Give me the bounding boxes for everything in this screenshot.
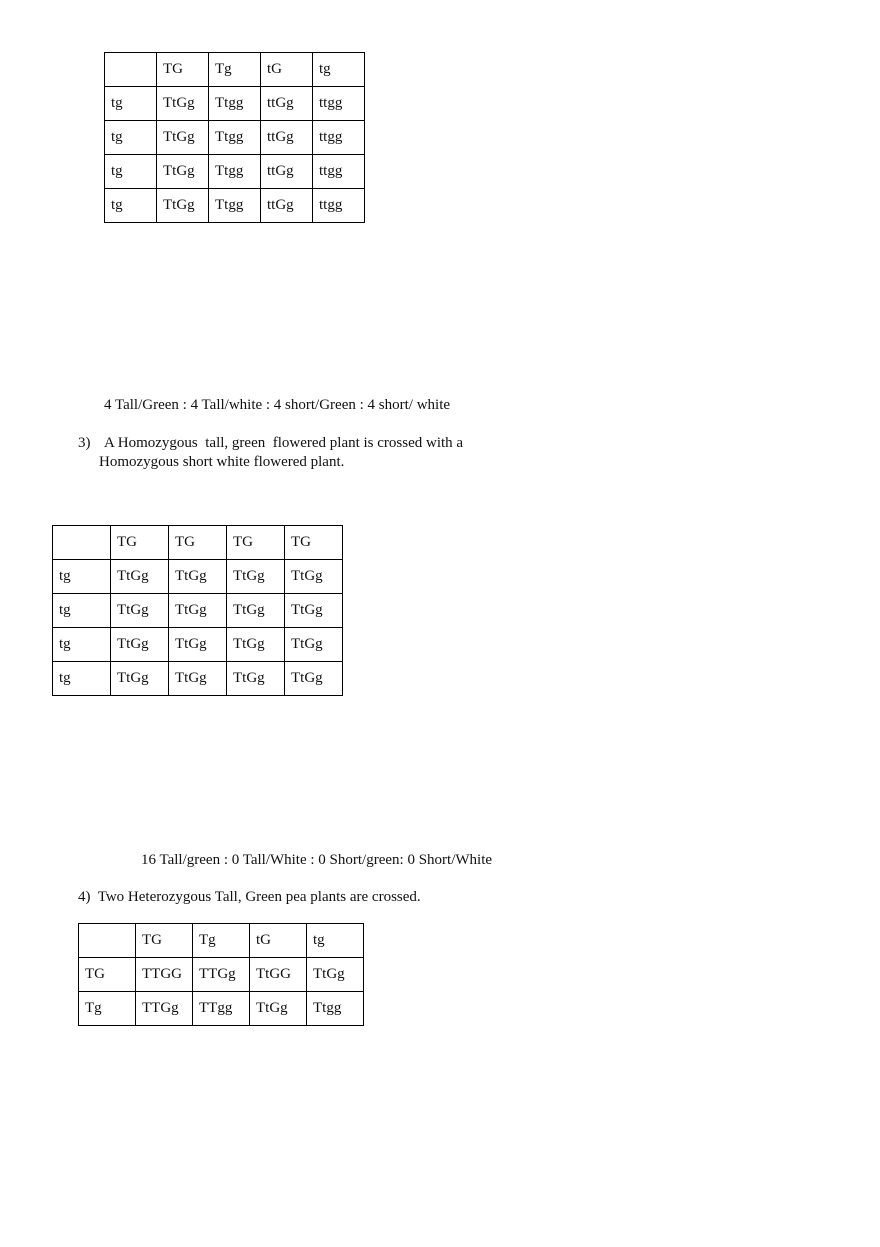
grid-header-row — [105, 53, 365, 87]
genotype-cell: TTGG — [136, 958, 193, 992]
genotype-cell: TtGg — [227, 594, 285, 628]
genotype-cell: ttGg — [261, 87, 313, 121]
grid-header-row — [53, 526, 343, 560]
gamete-row-label: tg — [53, 594, 111, 628]
gamete-header-cell: TG — [285, 526, 343, 560]
grid-row — [53, 560, 343, 594]
gamete-header-cell: TG — [136, 924, 193, 958]
genotype-cell: Ttgg — [209, 189, 261, 223]
corner-cell — [105, 53, 157, 87]
gamete-header-cell: tG — [261, 53, 313, 87]
genotype-cell: TTGg — [136, 992, 193, 1026]
gamete-header-cell: TG — [227, 526, 285, 560]
genotype-cell: Ttgg — [209, 155, 261, 189]
genotype-cell: TtGg — [227, 662, 285, 696]
phenotype-ratio-2: 16 Tall/green : 0 Tall/White : 0 Short/green: 0 Short/White — [141, 852, 493, 868]
punnett-square-3 — [78, 923, 364, 1026]
genotype-cell: ttGg — [261, 121, 313, 155]
genotype-cell: TtGg — [157, 155, 209, 189]
gamete-header-cell: tg — [313, 53, 365, 87]
genotype-cell: TTgg — [193, 992, 250, 1026]
genotype-cell: TtGg — [285, 594, 343, 628]
genotype-cell: TtGg — [169, 628, 227, 662]
grid-row — [105, 155, 365, 189]
genotype-cell: ttgg — [313, 121, 365, 155]
grid-row — [105, 121, 365, 155]
question-4-text: 4) Two Heterozygous Tall, Green pea plants are crossed. — [78, 889, 421, 905]
genotype-cell: ttGg — [261, 155, 313, 189]
grid-row — [105, 189, 365, 223]
genotype-cell: ttGg — [261, 189, 313, 223]
gamete-row-label: Tg — [79, 992, 136, 1026]
genotype-cell: TtGg — [111, 628, 169, 662]
gamete-row-label: tg — [105, 121, 157, 155]
genotype-cell: TtGg — [111, 594, 169, 628]
genotype-cell: TtGg — [157, 189, 209, 223]
genotype-cell: TtGg — [169, 594, 227, 628]
genotype-cell: TtGg — [157, 121, 209, 155]
corner-cell — [53, 526, 111, 560]
question-3-text-line-1: A Homozygous tall, green flowered plant is crossed with a — [104, 435, 464, 451]
genotype-cell: TtGG — [250, 958, 307, 992]
gamete-header-cell: TG — [157, 53, 209, 87]
question-3-text-line-2: Homozygous short white flowered plant. — [99, 454, 345, 470]
gamete-row-label: tg — [53, 560, 111, 594]
grid-row — [53, 628, 343, 662]
gamete-row-label: tg — [105, 87, 157, 121]
genotype-cell: Ttgg — [209, 87, 261, 121]
genotype-cell: ttgg — [313, 189, 365, 223]
genotype-cell: TtGg — [157, 87, 209, 121]
punnett-square-2 — [52, 525, 343, 696]
gamete-header-cell: TG — [111, 526, 169, 560]
genotype-cell: TtGg — [169, 662, 227, 696]
grid-row — [53, 594, 343, 628]
genotype-cell: TtGg — [227, 628, 285, 662]
gamete-row-label: tg — [105, 155, 157, 189]
genotype-cell: TtGg — [307, 958, 364, 992]
grid-row — [105, 87, 365, 121]
grid-row — [53, 662, 343, 696]
genotype-cell: TtGg — [285, 662, 343, 696]
question-3-number: 3) — [78, 435, 91, 451]
gamete-header-cell: TG — [169, 526, 227, 560]
genotype-cell: Ttgg — [209, 121, 261, 155]
corner-cell — [79, 924, 136, 958]
gamete-header-cell: tg — [307, 924, 364, 958]
genotype-cell: TtGg — [111, 662, 169, 696]
grid-row — [79, 992, 364, 1026]
genotype-cell: ttgg — [313, 155, 365, 189]
punnett-square-1 — [104, 52, 365, 223]
gamete-header-cell: Tg — [193, 924, 250, 958]
phenotype-ratio-1: 4 Tall/Green : 4 Tall/white : 4 short/Green : 4 short/ white — [104, 397, 451, 413]
gamete-row-label: tg — [105, 189, 157, 223]
genotype-cell: ttgg — [313, 87, 365, 121]
gamete-row-label: tg — [53, 662, 111, 696]
genotype-cell: TTGg — [193, 958, 250, 992]
genotype-cell: TtGg — [250, 992, 307, 1026]
grid-header-row — [79, 924, 364, 958]
genotype-cell: TtGg — [227, 560, 285, 594]
gamete-header-cell: tG — [250, 924, 307, 958]
gamete-row-label: TG — [79, 958, 136, 992]
genotype-cell: TtGg — [285, 560, 343, 594]
genotype-cell: Ttgg — [307, 992, 364, 1026]
genotype-cell: TtGg — [111, 560, 169, 594]
grid-row — [79, 958, 364, 992]
genotype-cell: TtGg — [169, 560, 227, 594]
gamete-header-cell: Tg — [209, 53, 261, 87]
genotype-cell: TtGg — [285, 628, 343, 662]
gamete-row-label: tg — [53, 628, 111, 662]
